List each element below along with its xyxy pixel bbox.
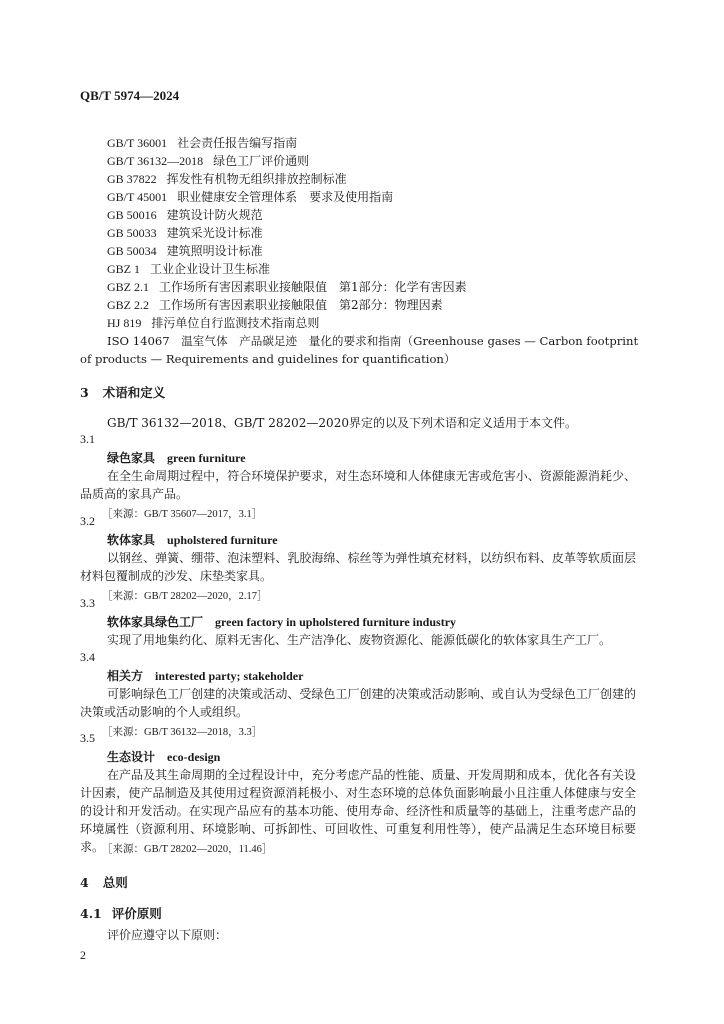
reference-code: GBZ 2.2 — [107, 298, 149, 312]
term-en: interested party; stakeholder — [155, 669, 304, 683]
term-en: eco-design — [167, 750, 221, 764]
section-4-heading — [80, 873, 128, 891]
evaluation-principles-intro: 评价应遵守以下原则： — [107, 928, 228, 942]
reference-title: 建筑设计防火规范 — [166, 208, 263, 222]
term-zh: 软体家具绿色工厂 — [107, 615, 204, 629]
section-number: 3 — [80, 385, 89, 400]
term-definition: 可影响绿色工厂创建的决策或活动、受绿色工厂创建的决策或活动影响、或自认为受绿色工厂创建的决策或活动影响的个人或组织。 — [80, 687, 636, 719]
term-definition: 以钢丝、弹簧、绷带、泡沫塑料、乳胶海绵、棕丝等为弹性填充材料，以纺织布料、皮革等软质面层材料包覆制成的沙发、床垫类家具。 — [80, 551, 636, 583]
term-heading — [107, 449, 246, 466]
term-source: ［来源：GB/T 35607—2017，3.1］ — [102, 509, 263, 520]
term-en: green factory in upholstered furniture industry — [215, 615, 457, 629]
term-heading — [107, 667, 303, 684]
term-source: ［来源：GB/T 36132—2018，3.3］ — [102, 727, 263, 738]
term-number: 3.4 — [80, 650, 95, 664]
term-zh: 相关方 — [107, 669, 144, 683]
term-number: 3.2 — [80, 514, 95, 528]
term-en: upholstered furniture — [167, 533, 278, 547]
term-heading — [107, 613, 456, 630]
term-en: green furniture — [167, 451, 246, 465]
reference-item — [107, 315, 319, 332]
reference-code: HJ 819 — [107, 316, 142, 330]
reference-code: GB 37822 — [107, 172, 157, 186]
reference-code: GB 50033 — [107, 226, 157, 240]
section-title: 术语和定义 — [102, 385, 166, 400]
term-heading — [107, 531, 278, 548]
term-definition: 实现了用地集约化、原料无害化、生产洁净化、废物资源化、能源低碳化的软体家具生产工厂。 — [107, 633, 612, 647]
reference-code: GB 50034 — [107, 244, 157, 258]
reference-item — [107, 189, 393, 206]
section-3-intro: GB/T 36132—2018、GB/T 28202—2020界定的以及下列术语和定义适用于本文件。 — [107, 416, 577, 430]
reference-item — [107, 279, 467, 296]
reference-title: 建筑采光设计标准 — [166, 226, 263, 240]
term-definition: 在全生命周期过程中，符合环境保护要求，对生态环境和人体健康无害或危害小、资源能源消耗少、品质高的家具产品。 — [80, 469, 636, 501]
term-number: 3.1 — [80, 432, 95, 446]
page-number: 2 — [80, 948, 86, 962]
section-title: 总则 — [102, 875, 128, 890]
term-zh: 生态设计 — [107, 750, 156, 764]
reference-title: 社会责任报告编写指南 — [177, 136, 298, 150]
reference-title: 挥发性有机物无组织排放控制标准 — [166, 172, 347, 186]
reference-item — [107, 297, 443, 314]
subsection-4-1-heading — [80, 904, 162, 922]
term-source: ［来源：GB/T 28202—2020，11.46］ — [102, 844, 273, 855]
reference-title: 工业企业设计卫生标准 — [150, 262, 271, 276]
reference-code: GBZ 2.1 — [107, 280, 149, 294]
term-number: 3.3 — [80, 596, 95, 610]
standard-code-header: QB/T 5974—2024 — [80, 88, 180, 103]
reference-code: GB 50016 — [107, 208, 157, 222]
term-zh: 软体家具 — [107, 533, 156, 547]
term-definition: 在产品及其生命周期的全过程设计中，充分考虑产品的性能、质量、开发周期和成本，优化各有关设计因素，使产品制造及其使用过程资源消耗极小、对生态环境的总体负面影响最小且注重人体健康与安全的设计和开发活动。在实现产品应有的基本功能、使用寿命、经济性和质量等的基础上，注重考虑产品的环境属性（资源利用、环境影响、可拆卸性、可回收性、可重复利用性等），使产品满足生态环境目标要求。 — [80, 768, 636, 854]
reference-item — [107, 225, 263, 242]
iso-reference-line2: of products — Requirements and guidelines for quantification） — [80, 352, 456, 366]
reference-title: 工作场所有害因素职业接触限值 第1部分：化学有害因素 — [159, 280, 467, 294]
reference-code: GB/T 36001 — [107, 136, 168, 150]
reference-item — [107, 261, 270, 278]
term-number: 3.5 — [80, 731, 95, 745]
term-source: ［来源：GB/T 28202—2020，2.17］ — [102, 591, 268, 602]
reference-item — [107, 153, 309, 170]
reference-item — [107, 243, 263, 260]
reference-code: GBZ 1 — [107, 262, 140, 276]
section-number: 4 — [80, 875, 89, 890]
reference-title: 绿色工厂评价通则 — [213, 154, 310, 168]
reference-item — [107, 135, 297, 152]
reference-title: 工作场所有害因素职业接触限值 第2部分：物理因素 — [159, 298, 443, 312]
reference-code: GB/T 36132—2018 — [107, 154, 204, 168]
term-zh: 绿色家具 — [107, 451, 156, 465]
section-3-heading — [80, 383, 165, 401]
reference-code: GB/T 45001 — [107, 190, 168, 204]
term-heading — [107, 748, 220, 765]
reference-item — [107, 207, 263, 224]
reference-title: 建筑照明设计标准 — [166, 244, 263, 258]
subsection-title: 评价原则 — [111, 906, 162, 921]
reference-title: 排污单位自行监测技术指南总则 — [151, 316, 320, 330]
reference-title: 职业健康安全管理体系 要求及使用指南 — [177, 190, 394, 204]
iso-reference-line1: ISO 14067 温室气体 产品碳足迹 量化的要求和指南（Greenhouse gases — Carbon footprint — [107, 334, 639, 348]
subsection-number: 4.1 — [80, 906, 102, 921]
reference-item — [107, 171, 347, 188]
